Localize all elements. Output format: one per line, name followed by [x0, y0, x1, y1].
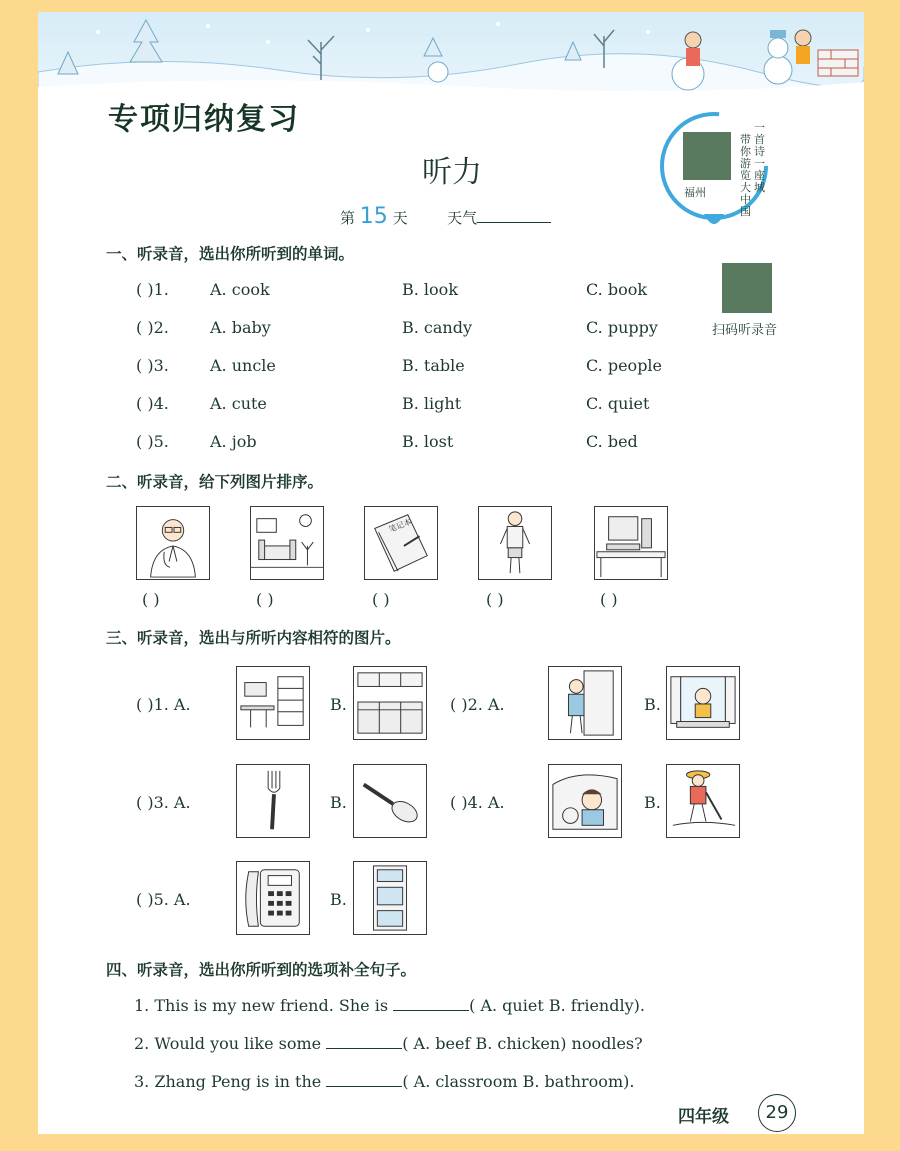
living-room-picture[interactable] — [250, 506, 324, 580]
part4-sentence-1 — [134, 996, 645, 1015]
part3-q4-number: ( )4. A. — [450, 793, 505, 812]
part1-heading: 一、听录音，选出你所听到的单词。 — [106, 245, 355, 263]
poem-city-badge — [654, 104, 794, 242]
part1-q4-number: ( )4. — [136, 394, 169, 413]
part3-q4-option-b-label: B. — [644, 793, 661, 812]
listening-qr-code[interactable] — [722, 263, 772, 313]
computer-icon — [595, 507, 667, 579]
window-icon — [667, 667, 739, 739]
part4-s1-blank[interactable] — [393, 996, 469, 1011]
telephone-icon — [237, 862, 309, 934]
part1-q4-option-c[interactable]: C. quiet — [586, 394, 650, 413]
winter-scene-banner — [38, 12, 864, 102]
doctor-picture[interactable] — [136, 506, 210, 580]
doctor-icon — [137, 507, 209, 579]
kitchen-picture[interactable] — [353, 666, 427, 740]
part4-s2-blank[interactable] — [326, 1034, 402, 1049]
day-weather-line — [340, 204, 551, 229]
part2-bracket-1[interactable]: ( ) — [142, 590, 160, 609]
part3-q3-option-b-label: B. — [330, 793, 347, 812]
part1-q4-option-a[interactable]: A. cute — [210, 394, 267, 413]
part4-s2-text: 2. Would you like some — [134, 1034, 322, 1053]
day-number: 15 — [359, 204, 388, 229]
part3-q2-option-b-label: B. — [644, 695, 661, 714]
part1-q1-option-a[interactable]: A. cook — [210, 280, 270, 299]
spoon-icon — [354, 765, 426, 837]
poem-qr-code[interactable] — [683, 132, 731, 180]
part3-q5-option-b-label: B. — [330, 890, 347, 909]
weather-label: 天气 — [447, 209, 478, 227]
part1-q4-option-b[interactable]: B. light — [402, 394, 462, 413]
part1-q1-number: ( )1. — [136, 280, 169, 299]
door-icon — [549, 667, 621, 739]
part1-q5-option-a[interactable]: A. job — [210, 432, 257, 451]
grade-label: 四年级 — [678, 1107, 729, 1127]
part3-q1-option-b-label: B. — [330, 695, 347, 714]
living-room-icon — [251, 507, 323, 579]
part1-q3-option-b[interactable]: B. table — [402, 356, 465, 375]
part1-q2-option-b[interactable]: B. candy — [402, 318, 473, 337]
study-room-picture[interactable] — [236, 666, 310, 740]
computer-picture[interactable] — [594, 506, 668, 580]
farming-picture[interactable] — [666, 764, 740, 838]
part1-q5-option-b[interactable]: B. lost — [402, 432, 454, 451]
part1-q5-option-c[interactable]: C. bed — [586, 432, 638, 451]
part4-s1-options: ( A. quiet B. friendly). — [469, 996, 645, 1015]
fork-icon — [237, 765, 309, 837]
qr-caption: 扫码听录音 — [712, 323, 778, 338]
kitchen-icon — [354, 667, 426, 739]
poem-city: 福州 — [684, 186, 706, 199]
fridge-picture[interactable] — [353, 861, 427, 935]
part2-bracket-2[interactable]: ( ) — [256, 590, 274, 609]
notebook-icon — [365, 507, 437, 579]
part3-q2-number: ( )2. A. — [450, 695, 505, 714]
part1-q5-number: ( )5. — [136, 432, 169, 451]
part2-bracket-5[interactable]: ( ) — [600, 590, 618, 609]
day-suffix: 天 — [392, 209, 408, 227]
part1-q3-number: ( )3. — [136, 356, 169, 375]
page-title: 听力 — [422, 155, 482, 190]
fridge-icon — [354, 862, 426, 934]
notebook-text: 笔记本 — [387, 517, 413, 535]
day-prefix: 第 — [340, 209, 356, 227]
farming-icon — [667, 765, 739, 837]
part1-q1-option-b[interactable]: B. look — [402, 280, 459, 299]
part4-s1-text: 1. This is my new friend. She is — [134, 996, 389, 1015]
fork-picture[interactable] — [236, 764, 310, 838]
part4-sentence-3 — [134, 1072, 634, 1091]
part2-bracket-3[interactable]: ( ) — [372, 590, 390, 609]
window-picture[interactable] — [666, 666, 740, 740]
part4-s3-text: 3. Zhang Peng is in the — [134, 1072, 322, 1091]
study-room-icon — [237, 667, 309, 739]
page-number: 29 — [758, 1094, 796, 1132]
driving-icon — [549, 765, 621, 837]
part1-q2-number: ( )2. — [136, 318, 169, 337]
part2-bracket-4[interactable]: ( ) — [486, 590, 504, 609]
poem-line-2: 带你游览大中国 — [740, 133, 751, 218]
part4-s2-options: ( A. beef B. chicken) noodles? — [402, 1034, 643, 1053]
part4-sentence-2 — [134, 1034, 643, 1053]
telephone-picture[interactable] — [236, 861, 310, 935]
part2-heading: 二、听录音，给下列图片排序。 — [106, 473, 324, 491]
part4-s3-blank[interactable] — [326, 1072, 402, 1087]
spoon-picture[interactable] — [353, 764, 427, 838]
weather-blank[interactable] — [477, 208, 551, 223]
part3-heading: 三、听录音，选出与所听内容相符的图片。 — [106, 629, 401, 647]
part4-heading: 四、听录音，选出你所听到的选项补全句子。 — [106, 961, 417, 979]
part3-q5-number: ( )5. A. — [136, 890, 191, 909]
part1-q3-option-a[interactable]: A. uncle — [210, 356, 276, 375]
part1-q3-option-c[interactable]: C. people — [586, 356, 663, 375]
boy-picture[interactable] — [478, 506, 552, 580]
part4-s3-options: ( A. classroom B. bathroom). — [402, 1072, 635, 1091]
part3-q3-number: ( )3. A. — [136, 793, 191, 812]
poem-line-1: 一首诗一座城 — [754, 121, 765, 194]
section-title: 专项归纳复习 — [108, 102, 300, 137]
driving-picture[interactable] — [548, 764, 622, 838]
boy-icon — [479, 507, 551, 579]
part1-q2-option-c[interactable]: C. puppy — [586, 318, 658, 337]
part3-q1-number: ( )1. A. — [136, 695, 191, 714]
door-picture[interactable] — [548, 666, 622, 740]
notebook-picture[interactable] — [364, 506, 438, 580]
part1-q1-option-c[interactable]: C. book — [586, 280, 648, 299]
workbook-page — [38, 12, 864, 1134]
part1-q2-option-a[interactable]: A. baby — [210, 318, 271, 337]
